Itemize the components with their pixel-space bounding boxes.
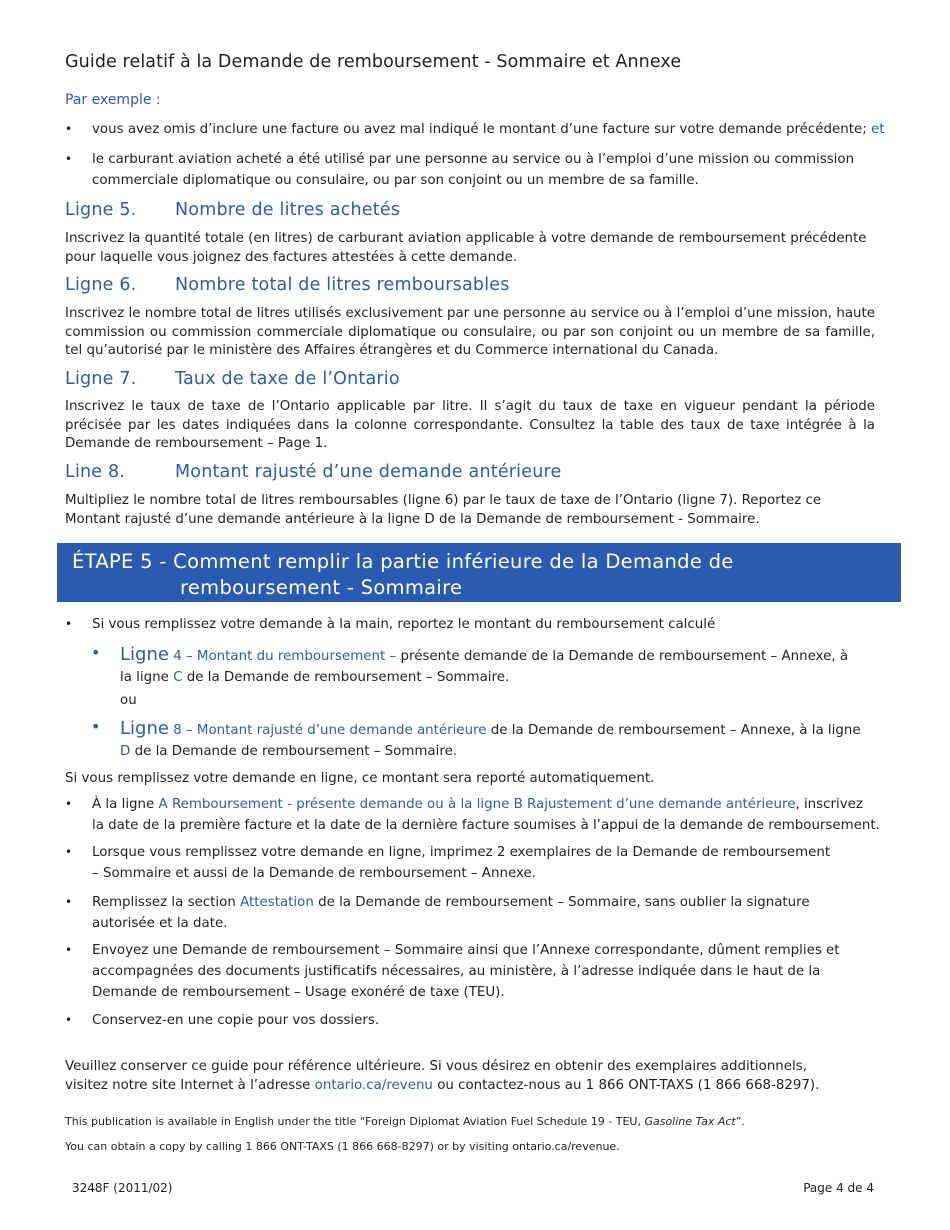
copy-availability-note: You can obtain a copy by calling 1 866 ONT-TAXS (1 866 668-8297) or by visiting ontario.ca/revenue. — [65, 1140, 620, 1153]
bullet-2-prefix: À la ligne — [92, 797, 155, 812]
line-5-number: Ligne 5. — [65, 200, 137, 220]
closing-paragraph — [65, 1058, 895, 1095]
bullet-6-text: Conservez-en une copie pour vos dossiers. — [92, 1013, 380, 1028]
example-bullet-1-conjunction: et — [871, 122, 885, 137]
sub-2-link: 8 – Montant rajusté d’une demande antérieure — [173, 723, 487, 738]
bullet-2-suffix: , inscrivez — [795, 797, 863, 812]
online-note: Si vous remplissez votre demande en ligne, ce montant sera reporté automatiquement. — [65, 771, 655, 786]
line-8-heading — [65, 462, 561, 482]
closing-line-2-prefix: visitez notre site Internet à l’adresse — [65, 1077, 311, 1093]
step-5-sub-bullet-1 — [91, 644, 898, 688]
step-5-title-line-2: remboursement - Sommaire — [180, 576, 463, 599]
bullet-4-suffix: de la Demande de remboursement – Sommaire, sans oublier la signature — [318, 895, 810, 910]
form-code: 3248F (2011/02) — [72, 1181, 173, 1195]
line-7-number: Ligne 7. — [65, 369, 137, 389]
bullet-5-line-1: Envoyez une Demande de remboursement – Sommaire ainsi que l’Annexe correspondante, dûment remplies et — [92, 943, 840, 958]
step-5-bullet-1 — [65, 614, 888, 635]
bullet-4-line-2: autorisée et la date. — [92, 916, 228, 931]
line-5-text: Inscrivez la quantité totale (en litres) de carburant aviation applicable à votre demande de remboursement précédente pour laquelle vous joignez des factures attestées à cette demande. — [65, 231, 867, 265]
sub-2-text-a: de la Demande de remboursement – Annexe, à la ligne — [490, 723, 861, 738]
bullet-dot: • — [65, 1013, 73, 1027]
line-6-heading — [65, 275, 510, 295]
bullet-dot: • — [65, 797, 73, 811]
note-1-prefix: This publication is available in English under the title “Foreign Diplomat Aviation Fuel Schedule 19 - TEU, — [65, 1115, 641, 1128]
sub-1-letter: C — [173, 670, 183, 685]
step-5-bullet-6 — [65, 1010, 888, 1031]
bullet-dot: • — [65, 943, 73, 957]
line-6-title: Nombre total de litres remboursables — [175, 275, 510, 295]
closing-line-1: Veuillez conserver ce guide pour référence ultérieure. Si vous désirez en obtenir des exemplaires additionnels, — [65, 1059, 807, 1074]
sub-1-text-b: la ligne — [120, 670, 169, 685]
bullet-3-line-2: – Sommaire et aussi de la Demande de remboursement – Annexe. — [92, 866, 536, 881]
bullet-dot: • — [65, 617, 73, 631]
bullet-5-line-3: Demande de remboursement – Usage exonéré de taxe (TEU). — [92, 985, 505, 1000]
bullet-4-link: Attestation — [240, 895, 314, 910]
bullet-2-link: A Remboursement - présente demande ou à la ligne B Rajustement d’une demande antérieure — [158, 797, 796, 812]
or-separator: ou — [120, 693, 137, 708]
page-number: Page 4 de 4 — [803, 1181, 874, 1195]
line-6-text: Inscrivez le nombre total de litres utilisés exclusivement par une personne au service ou à l’emploi d’une mission, haute commission ou commission commerciale diplomatique ou consulaire, ou par son conjoint ou un membre de sa famille, tel qu’autorisé par le ministère des Affaires étrangères et du Commerce international du Canada. — [65, 306, 875, 358]
sub-1-text-a: présente demande de la Demande de remboursement – Annexe, à — [400, 649, 849, 664]
example-bullet-2 — [65, 149, 888, 191]
line-6-number: Ligne 6. — [65, 275, 137, 295]
step-5-banner — [57, 543, 901, 602]
line-7-title: Taux de taxe de l’Ontario — [175, 369, 400, 389]
line-8-text: Multipliez le nombre total de litres remboursables (ligne 6) par le taux de taxe de l’Ontario (ligne 7). Reportez ce Montant rajusté d’une demande antérieure à la ligne D de la Demande de remboursement - Sommaire. — [65, 493, 822, 527]
sub-2-ligne: Ligne — [120, 718, 169, 739]
line-7-text: Inscrivez le taux de taxe de l’Ontario applicable par litre. Il s’agit du taux de taxe en vigueur pendant la période précisée par les dates indiquées dans la colonne correspondante. Consultez la table des taux de taxe intégrée à la Demande de remboursement – Page 1. — [65, 399, 875, 451]
sub-2-letter: D — [120, 744, 131, 759]
bullet-4-prefix: Remplissez la section — [92, 895, 236, 910]
example-label: Par exemple : — [65, 92, 161, 108]
line-5-title: Nombre de litres achetés — [175, 200, 401, 220]
bullet-3-line-1: Lorsque vous remplissez votre demande en ligne, imprimez 2 exemplaires de la Demande de remboursement — [92, 845, 831, 860]
sub-bullet-dot: • — [91, 643, 101, 662]
bullet-dot: • — [65, 845, 73, 859]
document-title: Guide relatif à la Demande de remboursement - Sommaire et Annexe — [65, 52, 682, 72]
step-5-sub-bullet-2 — [91, 718, 898, 762]
sub-bullet-dot: • — [91, 717, 101, 736]
line-5-heading — [65, 200, 400, 220]
example-bullet-1 — [65, 119, 888, 140]
bullet-dot: • — [65, 895, 73, 909]
english-availability-note — [65, 1115, 745, 1128]
example-bullet-2-line-2: commerciale diplomatique ou consulaire, ou par son conjoint ou un membre de sa famille. — [92, 173, 699, 188]
example-bullet-2-line-1: le carburant aviation acheté a été utilisé par une personne au service ou à l’emploi d’une mission ou commission — [92, 152, 855, 167]
step-5-bullet-1-text: Si vous remplissez votre demande à la main, reportez le montant du remboursement calculé — [92, 617, 716, 632]
line-8-title: Montant rajusté d’une demande antérieure — [175, 462, 562, 482]
bullet-dot: • — [65, 122, 73, 136]
step-5-bullet-5 — [65, 940, 888, 1003]
step-5-bullet-3 — [65, 842, 888, 884]
example-bullet-1-text: vous avez omis d’inclure une facture ou avez mal indiqué le montant d’une facture sur votre demande précédente; — [92, 122, 867, 137]
note-1-suffix: ”. — [735, 1115, 745, 1128]
line-8-number: Line 8. — [65, 462, 126, 482]
line-7-heading — [65, 369, 400, 389]
bullet-2-line-2: la date de la première facture et la date de la dernière facture soumises à l’appui de la demande de remboursement. — [92, 818, 880, 833]
sub-1-ligne: Ligne — [120, 644, 169, 665]
step-5-title-line-1: ÉTAPE 5 - Comment remplir la partie inférieure de la Demande de — [72, 550, 734, 573]
note-1-italic: Gasoline Tax Act — [644, 1115, 736, 1128]
step-5-bullet-2 — [65, 794, 888, 836]
bullet-dot: • — [65, 152, 73, 166]
sub-1-text-c: de la Demande de remboursement – Sommaire. — [186, 670, 510, 685]
sub-1-link: 4 – Montant du remboursement – — [173, 649, 397, 664]
sub-2-text-c: de la Demande de remboursement – Sommaire. — [134, 744, 458, 759]
step-5-bullet-4 — [65, 892, 888, 934]
bullet-5-line-2: accompagnées des documents justificatifs nécessaires, au ministère, à l’adresse indiquée dans le haut de la — [92, 964, 821, 979]
closing-line-2-suffix: ou contactez-nous au 1 866 ONT-TAXS (1 866 668-8297). — [437, 1077, 820, 1093]
revenue-website-link[interactable]: ontario.ca/revenu — [314, 1077, 433, 1093]
